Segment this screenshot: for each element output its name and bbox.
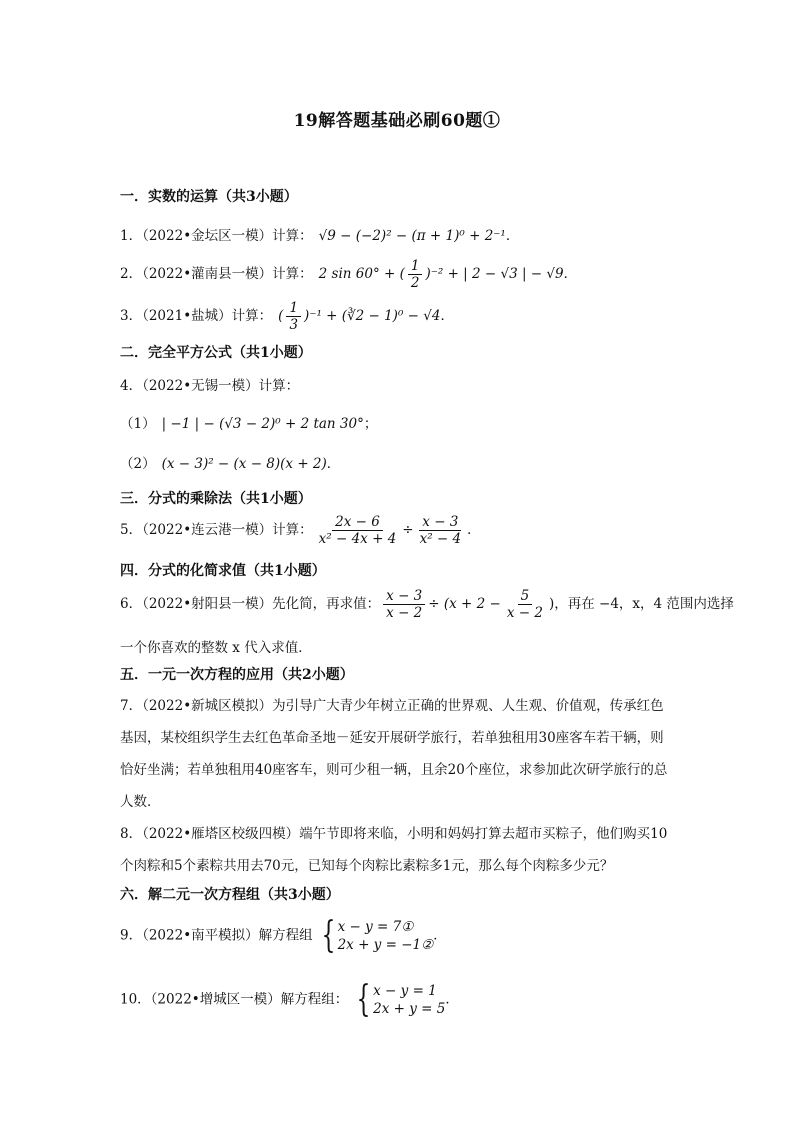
problem-1 xyxy=(120,224,519,244)
problem-10-prefix: 10．（2022•增城区一模）解方程组： xyxy=(120,991,349,1008)
equation-1: x − y = 7① xyxy=(337,919,414,935)
equation-system xyxy=(352,979,446,1020)
problem-10-suffix: ． xyxy=(445,991,459,1008)
problem-4-expression-1: | −1 | − (√3 − 2)⁰ + 2 tan 30° xyxy=(161,416,364,432)
problem-1-expression: √9 − (−2)² − (π + 1)⁰ + 2⁻¹ xyxy=(318,228,506,244)
section-heading-3: 三．分式的乘除法（共1小题） xyxy=(120,491,312,507)
fraction-numerator: 5 xyxy=(518,588,533,605)
problem-10 xyxy=(120,979,459,1020)
page-title: 19解答题基础必刷60题① xyxy=(293,111,501,131)
problem-4-prefix: 4．（2022•无锡一模）计算： xyxy=(120,378,300,394)
problem-3-expression-a: ( xyxy=(278,308,284,324)
fraction-denominator: 2 xyxy=(410,275,420,291)
problem-1-suffix: ． xyxy=(505,228,520,244)
fraction-denominator: x² − 4 xyxy=(419,531,462,547)
problem-2-fraction xyxy=(408,258,423,291)
equation-2: 2x + y = 5 xyxy=(373,1001,446,1017)
problem-1-prefix: 1．（2022•金坛区一模）计算： xyxy=(120,228,313,244)
fraction-numerator: x − 3 xyxy=(419,514,461,531)
equation-system xyxy=(317,915,434,956)
left-brace: { xyxy=(321,915,335,956)
problem-2-suffix: ． xyxy=(563,266,578,282)
problem-2-expression-b: )⁻² + | 2 − √3 | − √9 xyxy=(425,266,564,282)
section-heading-6: 六．解二元一次方程组（共3小题） xyxy=(120,887,340,903)
problem-5-suffix: ． xyxy=(467,522,481,538)
problem-4-part-1 xyxy=(120,412,377,432)
subpart-label: （2） xyxy=(120,456,156,472)
problem-7: 7．（2022•新城区模拟）为引导广大青少年树立正确的世界观、人生观、价值观，传承红色基因，某校组织学生去红色革命圣地－延安开展研学旅行，若单独租用30座客车若干辆，则恰好坐满；若单独租用40座客车，则可少租一辆，且余20个座位，求参加此次研学旅行的总人数． xyxy=(120,698,668,810)
fraction-numerator: 2x − 6 xyxy=(332,514,383,531)
left-brace: { xyxy=(356,979,371,1020)
problem-3-prefix: 3．（2021•盐城）计算： xyxy=(120,308,273,324)
problem-5-fraction-1 xyxy=(316,514,400,547)
problem-2 xyxy=(120,258,577,291)
problem-2-expression-a: 2 sin 60° + ( xyxy=(318,266,405,282)
problem-4-suffix-1: ； xyxy=(363,416,378,432)
problem-3-expression-b: )⁻¹ + (∛2 − 1)⁰ − √4 xyxy=(304,308,441,324)
problem-9 xyxy=(120,915,447,956)
problem-6-line-2: 一个你喜欢的整数 x 代入求值． xyxy=(120,640,312,656)
problem-4-expression-2: (x − 3)² − (x − 8)(x + 2) xyxy=(161,456,327,472)
fraction-denominator: x − 2 xyxy=(386,605,423,621)
problem-3-suffix: ． xyxy=(440,308,454,324)
problem-6-fraction-1 xyxy=(383,588,425,621)
section-heading-1: 一．实数的运算（共3小题） xyxy=(120,189,298,205)
problem-3-fraction xyxy=(286,300,301,333)
subpart-label: （1） xyxy=(120,416,156,432)
problem-2-prefix: 2．（2022•灌南县一模）计算： xyxy=(120,266,313,282)
section-heading-2: 二．完全平方公式（共1小题） xyxy=(120,345,312,361)
fraction-denominator: x² − 4x + 4 xyxy=(318,531,397,547)
fraction-denominator: 3 xyxy=(289,317,299,333)
division-operator: ÷ xyxy=(402,522,414,538)
problem-4-suffix-2: ． xyxy=(326,456,341,472)
problem-3 xyxy=(120,300,454,333)
fraction-denominator: x − 2 xyxy=(506,605,543,621)
problem-6-prefix: 6．（2022•射阳县一模）先化简，再求值： xyxy=(120,596,381,612)
problem-9-suffix: ． xyxy=(433,927,447,944)
fraction-numerator: 1 xyxy=(408,258,423,275)
problem-6-tail: )，再在 −4，x，4 范围内选择 xyxy=(548,596,734,612)
problem-6-expression-mid: ÷ (x + 2 − xyxy=(428,596,501,612)
equation-1: x − y = 1 xyxy=(373,983,437,999)
problem-5-fraction-2 xyxy=(417,514,465,547)
problem-5-prefix: 5．（2022•连云港一模）计算： xyxy=(120,522,313,538)
equation-2: 2x + y = −1② xyxy=(337,937,434,953)
problem-4-part-2 xyxy=(120,452,340,472)
problem-5 xyxy=(120,514,481,547)
section-heading-5: 五．一元一次方程的应用（共2小题） xyxy=(120,667,354,683)
problem-6 xyxy=(120,588,734,621)
problem-9-prefix: 9．（2022•南平模拟）解方程组 xyxy=(120,927,313,944)
problem-4 xyxy=(120,374,299,394)
fraction-numerator: 1 xyxy=(286,300,301,317)
section-heading-4: 四．分式的化简求值（共1小题） xyxy=(120,563,326,579)
problem-8: 8．（2022•雁塔区校级四模）端午节即将来临，小明和妈妈打算去超市买粽子，他们购买10个肉粽和5个素粽共用去70元，已知每个肉粽比素粽多1元，那么每个肉粽多少元？ xyxy=(120,826,668,874)
fraction-numerator: x − 3 xyxy=(383,588,425,605)
problem-6-fraction-2 xyxy=(504,588,546,621)
